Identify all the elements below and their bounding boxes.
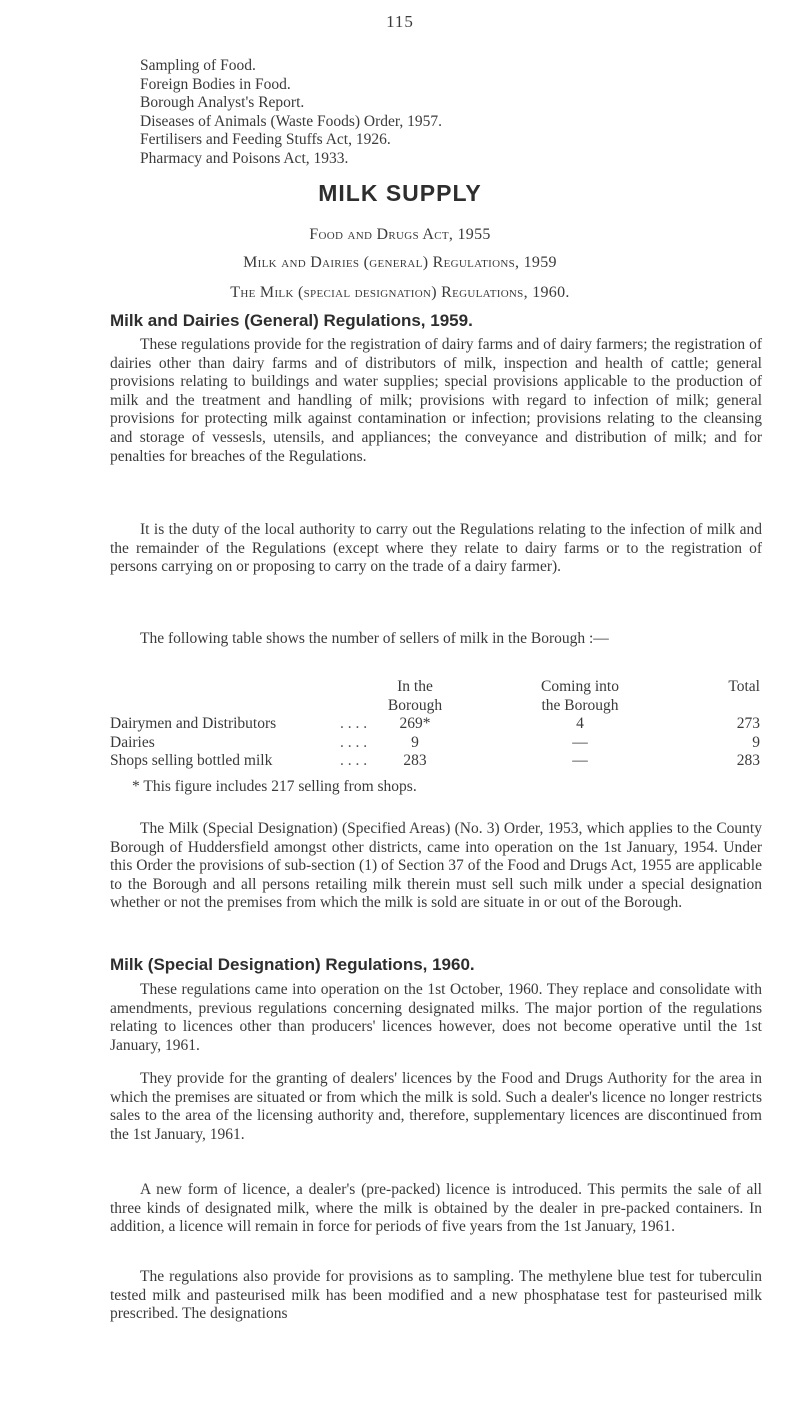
paragraph bbox=[110, 336, 762, 466]
paragraph-text: It is the duty of the local authority to carry out the Regulations relating to the infection of milk and the remainder of the Regulations (except where they relate to dairy farms or to the registration of persons carrying on or proposing to carry on the trade of a dairy farmer). bbox=[110, 521, 762, 576]
table-cell: 273 bbox=[736, 715, 760, 733]
topic-item: Borough Analyst's Report. bbox=[140, 94, 305, 111]
paragraph-text: A new form of licence, a dealer's (pre-packed) licence is introduced. This permits the sale of all three kinds of designated milk, where the milk is obtained by the dealer in pre-packed containers. In addition, a licence will remain in force for periods of five years from the 1st January, 1961. bbox=[110, 1181, 762, 1236]
paragraph-text: They provide for the granting of dealers' licences by the Food and Drugs Authority for the area in which the premises are situated or from which the milk is sold. Such a dealer's licence no longer restricts sales to the area of the licensing authority and, therefore, supplementary licences are discontinued from the 1st January, 1961. bbox=[110, 1070, 762, 1143]
table-header-row bbox=[110, 678, 770, 697]
table-cell: 4 bbox=[576, 715, 584, 733]
paragraph bbox=[110, 1181, 762, 1237]
section-title: MILK SUPPLY bbox=[318, 180, 482, 206]
leader-dots: . . . . bbox=[340, 715, 368, 733]
table-cell: 269* bbox=[399, 715, 431, 733]
topic-item: Sampling of Food. bbox=[140, 57, 256, 74]
heading-general-regulations: Milk and Dairies (General) Regulations, 1959. bbox=[110, 311, 473, 330]
leader-dots: . . . . bbox=[340, 733, 368, 751]
paragraph bbox=[110, 1268, 762, 1324]
heading-special-designation-regulations: Milk (Special Designation) Regulations, 1960. bbox=[110, 955, 475, 974]
table-cell: 283 bbox=[403, 752, 427, 770]
subtitle-regulations-1959: Milk and Dairies (general) Regulations, 1959 bbox=[243, 254, 557, 271]
column-header: Total bbox=[728, 678, 760, 695]
column-header: In the bbox=[397, 678, 433, 695]
table-row bbox=[110, 715, 770, 734]
page-number: 115 bbox=[386, 12, 414, 31]
paragraph bbox=[110, 981, 762, 1055]
column-header: the Borough bbox=[541, 696, 619, 714]
paragraph bbox=[110, 521, 762, 577]
paragraph-text: The regulations also provide for provisions as to sampling. The methylene blue test for tuberculin tested milk and pasteurised milk has been modified and a new phosphatase test for pasteurised milk prescribed. The designations bbox=[110, 1268, 762, 1323]
row-label: Dairymen and Distributors bbox=[110, 715, 277, 733]
subtitle-act: Food and Drugs Act, 1955 bbox=[309, 226, 491, 243]
table-row bbox=[110, 734, 770, 753]
row-label: Shops selling bottled milk bbox=[110, 752, 273, 770]
subtitle-regulations-1960: The Milk (special designation) Regulations, 1960. bbox=[230, 284, 570, 301]
table-cell: — bbox=[572, 752, 588, 770]
sellers-table bbox=[110, 678, 770, 771]
table-row bbox=[110, 752, 770, 771]
column-header: Borough bbox=[387, 696, 443, 714]
paragraph bbox=[110, 630, 762, 649]
paragraph-text: These regulations provide for the registration of dairy farms and of dairy farmers; the registration of dairies other than dairy farms and of distributors of milk, inspection and health of cattle; general provisions relating to buildings and water supplies; special provisions applicable to the production of milk and the treatment and handling of milk; provisions with regard to infection of milk; general provisions for protecting milk against contamination or infection; provisions relating to the cleansing and storage of vessesls, utensils, and appliances; the conveyance and distribution of milk; and for penalties for breaches of the Regulations. bbox=[110, 336, 762, 465]
topic-item: Diseases of Animals (Waste Foods) Order, 1957. bbox=[140, 112, 443, 130]
paragraph-text: These regulations came into operation on the 1st October, 1960. They replace and consolidate with amendments, previous regulations concerning designated milks. The major portion of the regulations relating to licences other than producers' licences however, does not become operative until the 1st January, 1961. bbox=[110, 981, 762, 1054]
paragraph-text: The Milk (Special Designation) (Specified Areas) (No. 3) Order, 1953, which applies to the County Borough of Huddersfield amongst other districts, came into operation on the 1st January, 1954. Under this Order the provisions of sub-section (1) of Section 37 of the Food and Drugs Act, 1955 are applicable to the Borough and all persons retailing milk therein must sell such milk under a special designation whether or not the premises from which the milk is sold are situate in or out of the Borough. bbox=[110, 820, 762, 912]
table-cell: 9 bbox=[752, 733, 760, 751]
paragraph bbox=[110, 820, 762, 913]
topic-list bbox=[140, 57, 442, 168]
table-header-row bbox=[110, 697, 770, 716]
leader-dots: . . . . bbox=[340, 752, 368, 770]
table-cell: — bbox=[572, 733, 588, 751]
table-cell: 283 bbox=[736, 752, 760, 770]
table-cell: 9 bbox=[411, 733, 419, 751]
column-header: Coming into bbox=[541, 678, 619, 695]
table-footnote: * This figure includes 217 selling from shops. bbox=[132, 778, 417, 795]
paragraph bbox=[110, 1070, 762, 1144]
topic-item: Foreign Bodies in Food. bbox=[140, 75, 291, 93]
paragraph-text: The following table shows the number of sellers of milk in the Borough :— bbox=[140, 630, 609, 647]
topic-item: Fertilisers and Feeding Stuffs Act, 1926. bbox=[140, 131, 391, 148]
topic-item: Pharmacy and Poisons Act, 1933. bbox=[140, 149, 349, 167]
row-label: Dairies bbox=[110, 733, 155, 751]
